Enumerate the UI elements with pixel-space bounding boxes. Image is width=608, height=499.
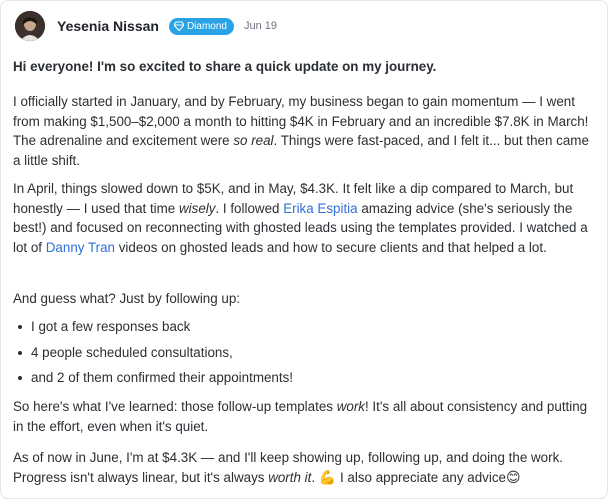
status-badge [169, 18, 234, 35]
paragraph-5-text-b: . [311, 469, 319, 485]
post-greeting: Hi everyone! I'm so excited to share a quick update on my journey. [13, 59, 437, 74]
paragraph-2-text-d: videos on ghosted leads and how to secure clients and that helped a lot. [115, 239, 547, 255]
paragraph-5-emphasis: worth it [268, 469, 312, 485]
paragraph-4-text: So here's what I've learned: those follow-up templates [13, 399, 337, 414]
diamond-icon [174, 21, 184, 31]
flexed-biceps-icon: 💪 [318, 468, 337, 485]
mention-link-danny-tran[interactable]: Danny Tran [45, 239, 115, 255]
paragraph-3: And guess what? Just by following up: [13, 291, 241, 306]
paragraph-2-emphasis: wisely [178, 200, 216, 216]
paragraph-2-text-c: amazing advice (she's seriously the best!) and focused on reconnecting with ghosted leads using the templates provided. I watched a lot of [13, 200, 588, 255]
list-item: and 2 of them confirmed their appointments! [13, 368, 293, 394]
list-item: I got a few responses back [13, 317, 293, 343]
author-name[interactable]: Yesenia Nissan [57, 18, 159, 34]
paragraph-1-text-end: . Things were fast-paced, and I felt it... but then came a little shift. [13, 133, 589, 168]
paragraph-2 [13, 179, 593, 257]
paragraph-4 [13, 397, 593, 436]
paragraph-1-text: I officially started in January, and by February, my business began to gain momentum — I went from making $1,500–$2,000 a month to hitting $4K in February and an incredible $7.8K in March! The adrenaline and excitement were [13, 94, 589, 148]
list-item: 4 people scheduled consultations, [13, 343, 293, 369]
mention-link-erika-espitia[interactable]: Erika Espitia [283, 200, 358, 216]
paragraph-5-text-c: I also appreciate any advice [336, 469, 506, 485]
paragraph-2-text-b: . I followed [215, 200, 284, 216]
avatar-image [15, 11, 45, 41]
bullet-list [13, 317, 293, 394]
paragraph-4-emphasis: work [336, 399, 365, 414]
avatar[interactable] [15, 11, 45, 41]
paragraph-4-text-end: ! It's all about consistency and putting in the effort, even when it's quiet. [13, 399, 588, 434]
post-date: Jun 19 [243, 20, 278, 32]
paragraph-1-emphasis: so real [233, 133, 274, 148]
paragraph-5-text: As of now in June, I'm at $4.3K — and I'll keep showing up, following up, and doing the work. Progress isn't always linear, but it's always [13, 450, 563, 485]
paragraph-1 [13, 92, 593, 170]
paragraph-5 [13, 448, 593, 487]
smiling-face-icon: 😊 [505, 468, 521, 485]
paragraph-2-text: In April, things slowed down to $5K, and in May, $4.3K. It felt like a dip compared to March, but honestly — I used that time [13, 181, 574, 216]
post-header [15, 11, 277, 41]
badge-label: Diamond [186, 20, 227, 32]
